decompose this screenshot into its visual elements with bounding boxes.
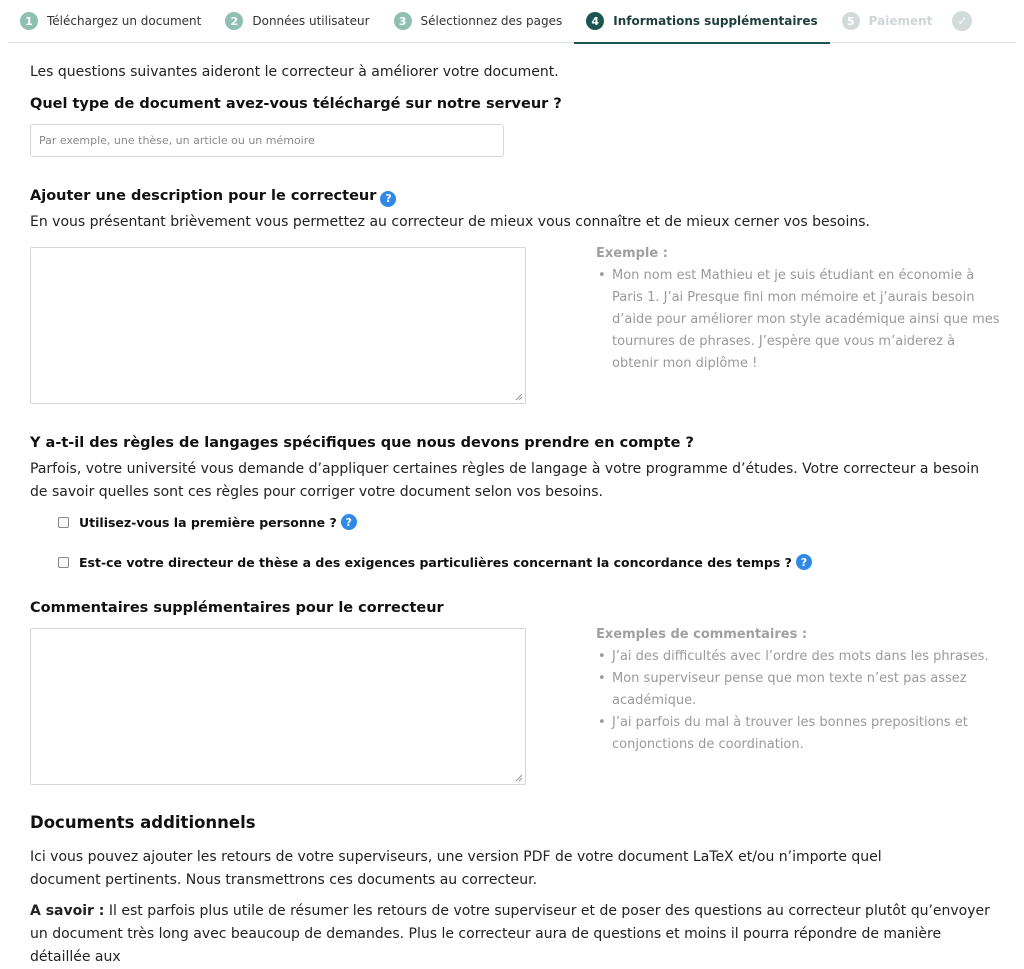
step-number: 3 [394,12,412,30]
docs-note-text: Il est parfois plus utile de résumer les retours de votre superviseur et de poser des questions au correcteur plutôt qu’envoyer un document très long avec beaucoup de demandes. Plus le correcteur aura de questions et moins il pourra répondre de manière détaillée aux [30,903,990,965]
rules-help-text: Parfois, votre université vous demande d’appliquer certaines règles de langage à votre programme d’études. Votre correcteur a besoin de savoir quelles sont ces règles pour corriger votre document selon vos besoins. [30,461,980,500]
example-title: Exemples de commentaires : [596,627,808,642]
comments-title: Commentaires supplémentaires pour le correcteur [30,600,444,616]
rules-title: Y a-t-il des règles de langages spécifiques que nous devons prendre en compte ? [30,435,694,451]
docs-note [30,900,995,969]
step-number: 1 [20,12,38,30]
description-example [596,243,1000,375]
tense-label: Est-ce votre directeur de thèse a des exigences particulières concernant la concordance des temps ? [79,554,792,570]
tense-option[interactable] [58,554,812,570]
help-icon[interactable]: ? [796,554,812,570]
example-item: • Mon nom est Mathieu et je suis étudiant en économie à Paris 1. J’ai Presque fini mon mémoire et j’aurais besoin d’aide pour améliorer mon style académique ainsi que mes tournures de phrases. J’espère que vous m’aiderez à obtenir mon diplôme ! [596,265,1000,375]
example-item: • Mon superviseur pense que mon texte n’est pas assez académique. [596,668,1000,712]
intro-text: Les questions suivantes aideront le correcteur à améliorer votre document. [30,64,559,80]
docs-help-text: Ici vous pouvez ajouter les retours de votre superviseurs, une version PDF de votre document LaTeX et/ou n’importe quel document pertinents. Nous transmettrons ces documents au correcteur. [30,849,882,888]
docs-note-label: A savoir : [30,903,105,919]
step-number: 4 [586,12,604,30]
step-select-pages[interactable] [382,0,575,43]
progress-stepper [8,0,1016,43]
description-title [30,188,396,207]
doc-type-question: Quel type de document avez-vous téléchargé sur notre serveur ? [30,96,562,112]
tense-checkbox[interactable] [58,557,69,568]
step-number: 5 [842,12,860,30]
step-label: Données utilisateur [252,14,370,28]
first-person-checkbox[interactable] [58,517,69,528]
step-user-data[interactable] [213,0,381,43]
description-textarea[interactable] [30,247,526,404]
step-label: Sélectionnez des pages [420,14,563,28]
resize-handle-icon[interactable] [515,774,523,782]
step-label: Téléchargez un document [47,14,202,28]
step-number: 2 [225,12,243,30]
step-upload[interactable] [8,0,213,43]
help-icon[interactable]: ? [341,514,357,530]
comments-textarea[interactable] [30,628,526,785]
help-icon[interactable]: ? [380,191,396,207]
checkmark-icon: ✓ [952,11,972,31]
step-additional-info[interactable] [574,0,829,43]
doc-type-input[interactable] [30,124,504,157]
resize-handle-icon[interactable] [515,393,523,401]
example-item: • J’ai des difficultés avec l’ordre des mots dans les phrases. [596,646,1000,668]
example-title: Exemple : [596,246,668,261]
comments-example [596,624,1000,756]
first-person-option[interactable] [58,514,357,530]
step-payment [830,0,945,43]
description-help-text: En vous présentant brièvement vous permettez au correcteur de mieux vous connaître et de mieux cerner vos besoins. [30,214,870,230]
first-person-label: Utilisez-vous la première personne ? [79,514,337,530]
description-title-text: Ajouter une description pour le correcteur [30,188,377,204]
step-label: Paiement [868,14,933,28]
step-label: Informations supplémentaires [613,14,818,28]
docs-title: Documents additionnels [30,813,256,832]
example-item: • J’ai parfois du mal à trouver les bonnes prepositions et conjonctions de coordination. [596,712,1000,756]
